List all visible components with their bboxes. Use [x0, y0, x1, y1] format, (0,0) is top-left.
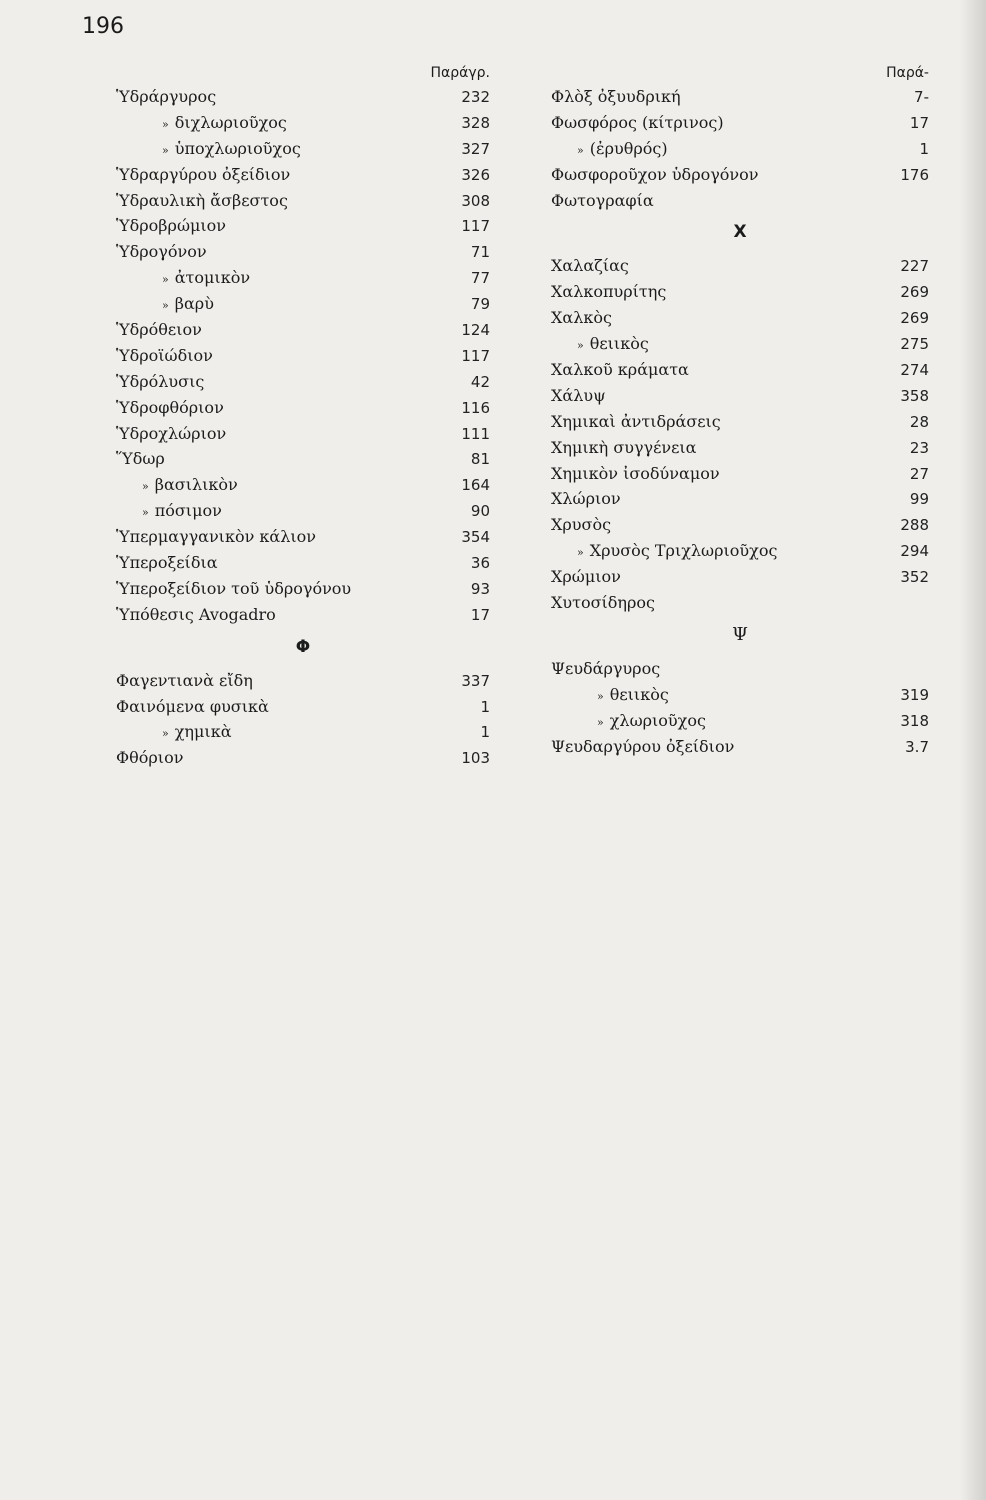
- entry-paragraph-number: 358: [900, 386, 929, 405]
- entry-paragraph-number: 117: [461, 346, 490, 365]
- index-entry: [551, 564, 929, 590]
- entry-term: [116, 136, 301, 164]
- index-entry: [551, 383, 929, 409]
- index-entry: [551, 682, 929, 708]
- entry-paragraph-number: 42: [470, 372, 490, 391]
- index-entry: [551, 708, 929, 734]
- ditto-mark-icon: »: [162, 299, 169, 313]
- entry-paragraph-number: 7-: [914, 88, 929, 106]
- index-entry: [116, 136, 490, 162]
- entry-term: [551, 383, 606, 409]
- entry-paragraph-number: 328: [461, 113, 490, 132]
- index-entry: [116, 524, 490, 550]
- entry-paragraph-number: 1: [480, 723, 490, 742]
- entry-paragraph-number: 93: [470, 579, 490, 598]
- entry-term-text: Φωσφόρος (κίτρινος): [551, 112, 724, 132]
- index-entry: [551, 305, 929, 331]
- entry-term-text: Ψευδάργυρος: [551, 658, 661, 678]
- entry-paragraph-number: 28: [909, 412, 929, 431]
- index-entry: [551, 188, 929, 214]
- index-entry: [116, 694, 490, 720]
- entry-term: [116, 719, 232, 747]
- index-entry: [116, 265, 490, 291]
- entry-term-text: Ὑδραργύρου ὀξείδιον: [116, 164, 291, 184]
- index-entry: [116, 602, 490, 628]
- index-entry: [551, 253, 929, 279]
- left-sections: [116, 84, 490, 771]
- entry-term: [116, 162, 290, 188]
- index-entry: [551, 486, 929, 512]
- entry-paragraph-number: 17: [909, 113, 929, 132]
- entry-paragraph-number: 227: [900, 257, 929, 276]
- entry-term: [116, 694, 269, 720]
- index-entry: [551, 110, 929, 136]
- ditto-mark-icon: »: [162, 273, 169, 287]
- index-entry: [551, 590, 929, 616]
- entry-term-text: Χρώμιον: [551, 567, 621, 587]
- entry-paragraph-number: 81: [470, 450, 490, 469]
- index-entry: [116, 343, 490, 369]
- entry-paragraph-number: 337: [461, 671, 490, 690]
- entry-paragraph-number: 36: [470, 554, 490, 573]
- entry-term-text: Ὑδρόλυσις: [116, 371, 205, 391]
- index-entry: [551, 538, 929, 564]
- entry-term: [551, 188, 654, 214]
- ditto-mark-icon: »: [162, 727, 169, 741]
- entry-term-text: Χρυσὸς: [551, 515, 612, 535]
- entry-term: [551, 538, 777, 566]
- entry-term: [551, 162, 759, 188]
- entry-term: [116, 602, 276, 628]
- index-entry: [551, 279, 929, 305]
- entry-term: [551, 409, 721, 435]
- entry-term: [551, 84, 681, 110]
- index-entry: [116, 498, 490, 524]
- index-entry: [551, 461, 929, 487]
- entry-term: [551, 734, 734, 760]
- entry-paragraph-number: 103: [461, 749, 490, 768]
- entry-term: [551, 656, 660, 682]
- entry-term: [116, 745, 183, 771]
- index-entry: [116, 369, 490, 395]
- entry-term-text: Ὑδροφθόριον: [116, 397, 224, 417]
- entry-term: [116, 291, 214, 319]
- index-entry: [116, 576, 490, 602]
- entry-term: [551, 136, 668, 164]
- entry-term-text: Ὑπόθεσις Avogadro: [116, 604, 276, 624]
- entry-term-text: Ψευδαργύρου ὀξείδιον: [551, 736, 735, 756]
- section-letter: Ψ: [732, 623, 748, 645]
- entry-term-text: Φωσφοροῦχον ὑδρογόνον: [551, 164, 759, 184]
- entry-term-text: Φαινόμενα φυσικὰ: [116, 696, 269, 716]
- entry-term-text: Χαλκοπυρίτης: [551, 282, 667, 302]
- entry-term: [116, 668, 253, 694]
- index-entry: [116, 213, 490, 239]
- entry-paragraph-number: 319: [900, 685, 929, 704]
- entry-term: [116, 550, 218, 576]
- index-entry: [551, 734, 929, 760]
- entry-paragraph-number: 288: [900, 516, 929, 535]
- entry-term: [116, 188, 288, 214]
- entry-term: [551, 708, 706, 736]
- index-entry: [116, 188, 490, 214]
- ditto-mark-icon: »: [577, 546, 584, 560]
- entry-term: [551, 110, 724, 136]
- entry-paragraph-number: 23: [909, 438, 929, 457]
- entry-term: [116, 446, 165, 472]
- entry-paragraph-number: 117: [461, 217, 490, 236]
- entry-term-text: βασιλικὸν: [154, 475, 238, 495]
- index-entry: [551, 162, 929, 188]
- ditto-mark-icon: »: [577, 339, 584, 353]
- ditto-mark-icon: »: [162, 143, 169, 157]
- entry-term-text: (ἐρυθρός): [589, 138, 668, 158]
- entry-paragraph-number: 27: [909, 464, 929, 483]
- ditto-mark-icon: »: [142, 506, 149, 520]
- entry-term: [551, 486, 621, 512]
- entry-term-text: Ὑδραυλικὴ ἄσβεστος: [116, 190, 288, 210]
- entry-term: [551, 512, 611, 538]
- entry-paragraph-number: 354: [461, 528, 490, 547]
- entry-term-text: Φωτογραφία: [551, 190, 654, 210]
- entry-term: [551, 331, 649, 359]
- entry-term-text: χλωριοῦχος: [609, 710, 706, 730]
- index-entry: [551, 136, 929, 162]
- entry-term-text: Χαλαζίας: [551, 256, 629, 276]
- entry-paragraph-number: 269: [900, 309, 929, 328]
- index-entry: [551, 331, 929, 357]
- entry-term-text: Ὑδροχλώριον: [116, 423, 227, 443]
- page-edge-shadow: [960, 0, 986, 1500]
- index-entry: [551, 656, 929, 682]
- index-entry: [116, 668, 490, 694]
- entry-term-text: Φλὸξ ὀξυυδρική: [551, 87, 681, 106]
- entry-paragraph-number: 99: [909, 490, 929, 509]
- index-entry: [116, 291, 490, 317]
- entry-term-text: Χαλκοῦ κράματα: [551, 360, 689, 380]
- entry-term: [551, 305, 612, 331]
- entry-paragraph-number: 308: [461, 191, 490, 210]
- entry-term-text: Ὑδράργυρος: [116, 87, 217, 106]
- entry-paragraph-number: 3.7: [905, 737, 929, 756]
- entry-term-text: Ὑπεροξείδια: [116, 553, 218, 573]
- entry-term: [551, 590, 655, 616]
- entry-term-text: Χυτοσίδηρος: [551, 593, 656, 613]
- entry-term: [116, 472, 238, 500]
- entry-paragraph-number: 17: [470, 605, 490, 624]
- ditto-mark-icon: »: [162, 117, 169, 131]
- index-entry: [116, 317, 490, 343]
- entry-term: [116, 265, 250, 293]
- entry-paragraph-number: 327: [461, 139, 490, 158]
- index-entry: [116, 239, 490, 265]
- entry-term: [116, 524, 316, 550]
- entry-term: [116, 317, 202, 343]
- entry-paragraph-number: 1: [919, 139, 929, 158]
- entry-paragraph-number: 176: [900, 165, 929, 184]
- entry-paragraph-number: 269: [900, 283, 929, 302]
- entry-term-text: Χημικὴ συγγένεια: [551, 437, 697, 457]
- entry-term: [116, 213, 226, 239]
- entry-term-text: Χημικαὶ ἀντιδράσεις: [551, 411, 721, 431]
- entry-paragraph-number: 352: [900, 568, 929, 587]
- entry-paragraph-number: 79: [470, 295, 490, 314]
- entry-term: [116, 343, 213, 369]
- index-entry: [116, 446, 490, 472]
- entry-term-text: Ὑδροϊώδιον: [116, 345, 213, 365]
- entry-term-text: Ὑπεροξείδιον τοῦ ὑδρογόνου: [116, 578, 352, 598]
- entry-term: [116, 239, 207, 265]
- entry-term-text: Ὑδροβρώμιον: [116, 216, 227, 236]
- entry-term: [551, 279, 666, 305]
- entry-paragraph-number: 164: [461, 476, 490, 495]
- entry-paragraph-number: 71: [470, 243, 490, 262]
- entry-term-text: Χρυσὸς Τριχλωριοῦχος: [589, 541, 778, 561]
- entry-term-text: χημικὰ: [174, 722, 232, 742]
- page-number: 196: [82, 14, 124, 39]
- entry-term: [551, 682, 669, 710]
- index-entry: [551, 84, 929, 110]
- index-entry: [116, 472, 490, 498]
- paragraph-column-header: Παράγρ.: [430, 65, 490, 81]
- index-entry: [116, 162, 490, 188]
- entry-term-text: θειικὸς: [589, 334, 649, 354]
- ditto-mark-icon: »: [142, 480, 149, 494]
- entry-term: [551, 357, 689, 383]
- index-entry: [551, 435, 929, 461]
- entry-paragraph-number: 232: [461, 88, 490, 106]
- index-entry: [116, 421, 490, 447]
- entry-term-text: Φθόριον: [116, 748, 184, 768]
- entry-term-text: Ὑδρόθειον: [116, 320, 202, 340]
- entry-term: [116, 369, 204, 395]
- section-letter: Φ: [295, 636, 311, 657]
- paragraph-column-header: Παρά-: [886, 65, 929, 81]
- entry-term-text: Χαλκὸς: [551, 308, 612, 328]
- index-entry: [116, 745, 490, 771]
- entry-paragraph-number: 116: [461, 398, 490, 417]
- entry-term: [551, 253, 629, 279]
- entry-term-text: θειικὸς: [609, 684, 669, 704]
- index-entry: [551, 512, 929, 538]
- entry-term-text: Φαγεντιανὰ εἴδη: [116, 670, 253, 690]
- entry-term: [551, 435, 696, 461]
- entry-term: [116, 110, 287, 138]
- entry-term: [116, 84, 216, 110]
- section-letter: Χ: [733, 222, 747, 243]
- index-entry: [551, 357, 929, 383]
- entry-term: [116, 395, 224, 421]
- entry-term-text: Χημικὸν ἰσοδύναμον: [551, 463, 720, 483]
- entry-paragraph-number: 274: [900, 361, 929, 380]
- ditto-mark-icon: »: [597, 715, 604, 729]
- right-sections: [551, 84, 929, 759]
- left-index-column: [116, 62, 490, 771]
- entry-term: [116, 421, 226, 447]
- entry-paragraph-number: 111: [461, 424, 490, 443]
- entry-term: [116, 576, 351, 602]
- ditto-mark-icon: »: [597, 689, 604, 703]
- entry-paragraph-number: 90: [470, 502, 490, 521]
- entry-term-text: πόσιμον: [154, 501, 222, 521]
- entry-term-text: Ὕδωρ: [116, 449, 165, 469]
- index-entry: [116, 550, 490, 576]
- entry-paragraph-number: 77: [470, 269, 490, 288]
- entry-term-text: Ὑδρογόνον: [116, 242, 207, 262]
- entry-term-text: Ὑπερμαγγανικὸν κάλιον: [116, 527, 316, 547]
- index-entry: [551, 409, 929, 435]
- entry-term-text: διχλωριοῦχος: [174, 112, 287, 132]
- index-entry: [116, 719, 490, 745]
- entry-paragraph-number: 124: [461, 321, 490, 340]
- index-entry: [116, 395, 490, 421]
- index-entry: [116, 84, 490, 110]
- index-entry: [116, 110, 490, 136]
- entry-paragraph-number: 318: [900, 711, 929, 730]
- entry-term-text: Χάλυψ: [551, 385, 606, 405]
- entry-term: [551, 461, 720, 487]
- right-index-column: [551, 62, 929, 759]
- entry-term-text: ὑποχλωριοῦχος: [174, 138, 301, 158]
- entry-term: [551, 564, 621, 590]
- entry-paragraph-number: 275: [900, 335, 929, 354]
- entry-paragraph-number: 1: [480, 697, 490, 716]
- entry-paragraph-number: 294: [900, 542, 929, 561]
- entry-term-text: βαρὺ: [174, 294, 214, 314]
- entry-paragraph-number: 326: [461, 165, 490, 184]
- ditto-mark-icon: »: [577, 143, 584, 157]
- entry-term: [116, 498, 222, 526]
- entry-term-text: ἀτομικὸν: [174, 268, 251, 288]
- entry-term-text: Χλώριον: [551, 489, 621, 509]
